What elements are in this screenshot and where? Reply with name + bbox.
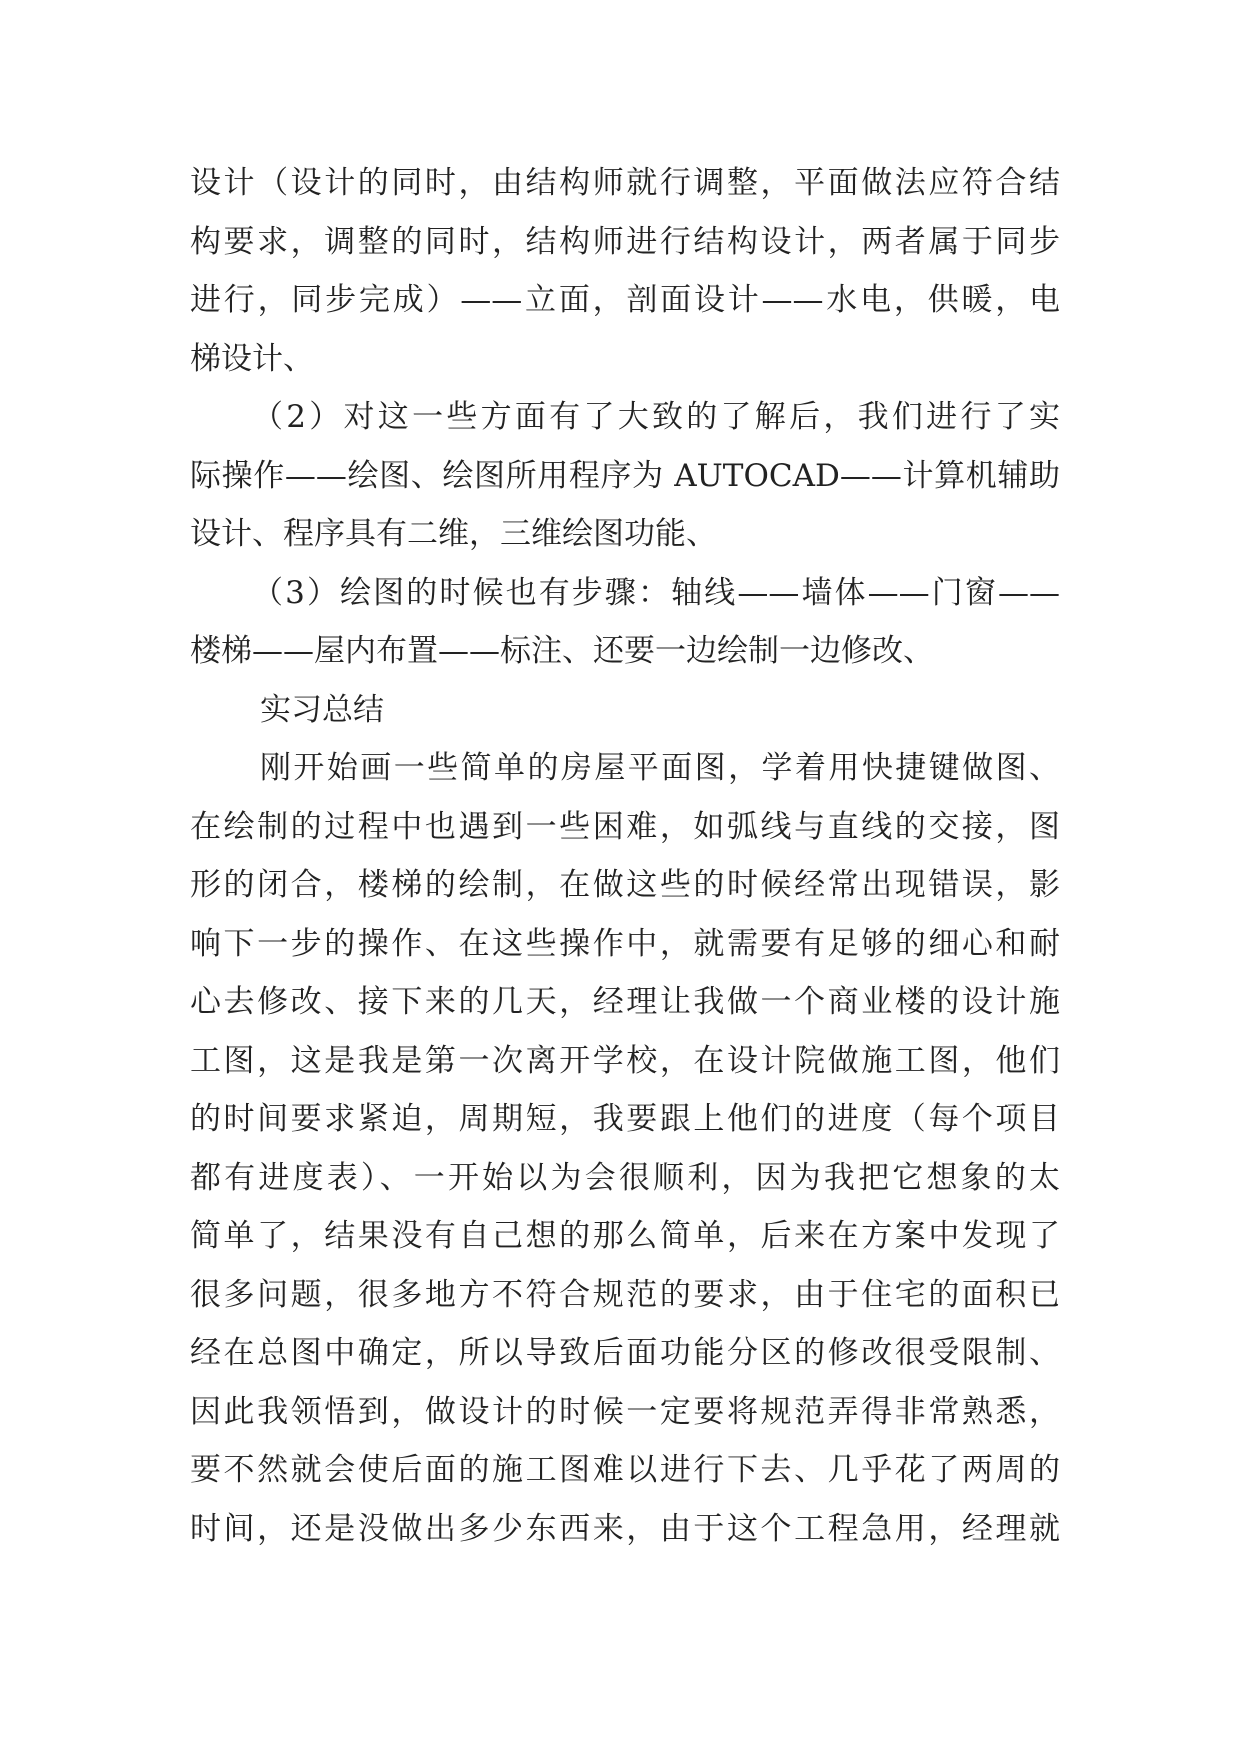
body-text bbox=[190, 154, 1060, 1558]
p2-line-1: （2）对这一些方面有了大致的了解后，我们进行了实 bbox=[252, 399, 1060, 435]
p1-line-2: 构要求，调整的同时，结构师进行结构设计，两者属于同步 bbox=[190, 223, 1060, 260]
p4-line-4: 响下一步的操作、在这些操作中，就需要有足够的细心和耐 bbox=[190, 925, 1060, 962]
p1-line-1: 设计（设计的同时，由结构师就行调整，平面做法应符合结 bbox=[190, 165, 1060, 201]
p2-line-3: 设计、程序具有二维，三维绘图功能、 bbox=[190, 516, 717, 552]
p4-line-11: 经在总图中确定，所以导致后面功能分区的修改很受限制、 bbox=[190, 1335, 1060, 1371]
p4-line-2: 在绘制的过程中也遇到一些困难，如弧线与直线的交接，图 bbox=[190, 808, 1060, 845]
p4-line-13: 要不然就会使后面的施工图难以进行下去、几乎花了两周的 bbox=[190, 1452, 1060, 1488]
p4-line-7: 的时间要求紧迫，周期短，我要跟上他们的进度（每个项目 bbox=[190, 1101, 1060, 1137]
p4-line-14: 时间，还是没做出多少东西来，由于这个工程急用，经理就 bbox=[190, 1510, 1060, 1547]
p4-line-5: 心去修改、接下来的几天，经理让我做一个商业楼的设计施 bbox=[190, 984, 1060, 1020]
section-heading: 实习总结 bbox=[260, 691, 384, 728]
p3-line-2: 楼梯——屋内布置——标注、还要一边绘制一边修改、 bbox=[190, 633, 934, 669]
p4-line-9: 简单了，结果没有自己想的那么简单，后来在方案中发现了 bbox=[190, 1218, 1060, 1254]
p1-line-3: 进行，同步完成）——立面，剖面设计——水电，供暖，电 bbox=[190, 282, 1060, 318]
p2-line-2: 际操作——绘图、绘图所用程序为 AUTOCAD——计算机辅助 bbox=[190, 457, 1060, 494]
p4-line-12: 因此我领悟到，做设计的时候一定要将规范弄得非常熟悉， bbox=[190, 1393, 1060, 1430]
p4-line-8: 都有进度表）、一开始以为会很顺利，因为我把它想象的太 bbox=[190, 1159, 1060, 1196]
p4-line-10: 很多问题，很多地方不符合规范的要求，由于住宅的面积已 bbox=[190, 1276, 1060, 1313]
p3-line-1: （3）绘图的时候也有步骤：轴线——墙体——门窗—— bbox=[252, 574, 1060, 611]
p4-line-3: 形的闭合，楼梯的绘制，在做这些的时候经常出现错误，影 bbox=[190, 867, 1060, 903]
p4-line-1: 刚开始画一些简单的房屋平面图，学着用快捷键做图、 bbox=[260, 750, 1060, 786]
p4-line-6: 工图，这是我是第一次离开学校，在设计院做施工图，他们 bbox=[190, 1042, 1060, 1079]
p1-line-4: 梯设计、 bbox=[190, 340, 314, 377]
